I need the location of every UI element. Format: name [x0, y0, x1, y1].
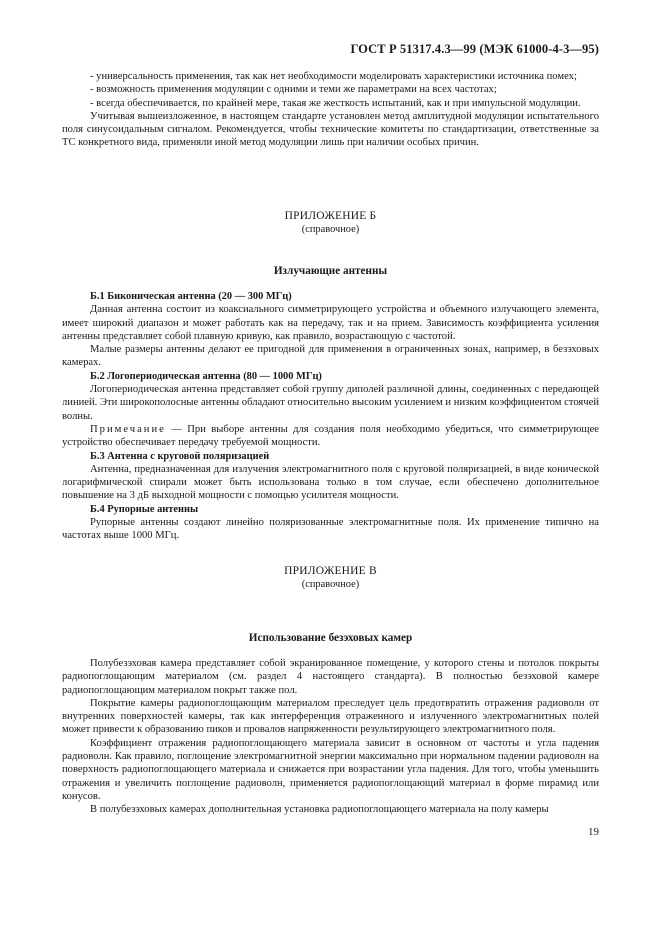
note-text: — При выборе антенны для создания поля необходимо убедиться, что симметрирующее устройство обеспечивает передачу требуемой мощности. [62, 423, 599, 449]
list-item: - всегда обеспечивается, по крайней мере, такая же жесткость испытаний, как и при импульсной модуляции. [90, 97, 581, 109]
note-label: Примечание [90, 423, 166, 435]
page-number: 19 [588, 826, 599, 838]
appendix-v-section-title: Использование безэховых камер [248, 632, 413, 644]
b1-heading: Б.1 Биконическая антенна (20 — 300 МГц) [90, 291, 292, 302]
b2-heading: Б.2 Логопериодическая антенна (80 — 1000 МГц) [90, 370, 322, 382]
b3-paragraph-1: Антенна, предназначенная для излучения электромагнитного поля с круговой поляризацией, в виде конической логарифмической спирали может быть использована только в том случае, если обеспечено дополнительное повышение на 3 дБ выходной мощности с помощью усилителя мощности. [62, 463, 599, 502]
appendix-v-title: ПРИЛОЖЕНИЕ В [284, 565, 377, 577]
appendix-b-heading [62, 209, 599, 236]
appendix-v-body [62, 657, 599, 817]
appendix-b-title: ПРИЛОЖЕНИЕ Б [284, 210, 377, 222]
appendix-b-subtitle: (справочное) [301, 224, 360, 235]
appendix-v-paragraph-3: Коэффициент отражения радиопоглощающего материала зависит в основном от частоты и угла падения радиоволн. Как правило, поглощение электромагнитной энергии максимально при нормальном падении радиоволн на поверхность радиопоглощающего материала и снижается при возрастании угла падения. Для того, чтобы уменьшить отражения и увеличить поглощение радиоволн, применяется радиопоглощающий материал в форме пирамид или конусов. [62, 737, 599, 802]
b4-paragraph-1: Рупорные антенны создают линейно поляризованные электромагнитные поля. Их применение типично на частотах выше 1000 МГц. [62, 517, 599, 542]
b3-heading: Б.3 Антенна с круговой поляризацией [90, 450, 270, 462]
appendix-b-body [62, 290, 599, 543]
appendix-b-section-title-wrap [62, 264, 599, 278]
list-item: - возможность применения модуляции с одними и теми же параметрами на всех частотах; [90, 84, 497, 96]
document-header: ГОСТ Р 51317.4.3—99 (МЭК 61000-4-3—95) [350, 42, 599, 56]
appendix-v-paragraph-2: Покрытие камеры радиопоглощающим материалом преследует цель предотвратить отражения радиоволн от внутренних поверхностей камеры, так как интерференция отраженного и излученного электромагнитных полей может привести к образованию пиков и провалов напряженности результирующего электромагнитного поля. [62, 697, 599, 736]
list-item: - универсальность применения, так как нет необходимости моделировать характеристики источника помех; [90, 71, 577, 82]
appendix-v-subtitle: (справочное) [301, 579, 360, 590]
b2-paragraph-1: Логопериодическая антенна представляет собой группу диполей различной длины, соединенных с передающей линией. Эти широкополосные антенны обладают относительно высоким усилением и низким коэффициентом стоячей волны. [62, 384, 599, 422]
b1-paragraph-1: Данная антенна состоит из коаксиального симметрирующего устройства и объемного излучающего элемента, имеет широкий диапазон и может работать как на передачу, так и на прием. Зависимость коэффициента усиления антенны представляет собой плавную кривую, как правило, возрастающую с частотой. [62, 304, 599, 342]
intro-conclusion: Учитывая вышеизложенное, в настоящем стандарте установлен метод амплитудной модуляции испытательного поля синусоидальным сигналом. Рекомендуется, чтобы технические комитеты по стандартизации, ответственные за ТС конкретного вида, применяли иной метод модуляции лишь при наличии особых причин. [62, 110, 599, 149]
appendix-b-section-title: Излучающие антенны [273, 265, 388, 277]
b4-heading: Б.4 Рупорные антенны [90, 503, 199, 515]
appendix-v-paragraph-4: В полубезэховых камерах дополнительная установка радиопоглощающего материала на полу камеры [90, 804, 549, 816]
note [62, 423, 599, 450]
appendix-v-paragraph-1: Полубезэховая камера представляет собой экранированное помещение, у которого стены и потолок покрыты радиопоглощающим материалом (см. раздел 4 настоящего стандарта). В полностью безэховой камере радиопоглощающим материалом покрыт также пол. [62, 658, 599, 696]
b1-paragraph-2: Малые размеры антенны делают ее пригодной для применения в ограниченных зонах, например, в безэховых камерах. [62, 344, 599, 369]
appendix-v-section-title-wrap [62, 631, 599, 645]
appendix-v-heading [62, 564, 599, 591]
intro-section [62, 70, 599, 150]
